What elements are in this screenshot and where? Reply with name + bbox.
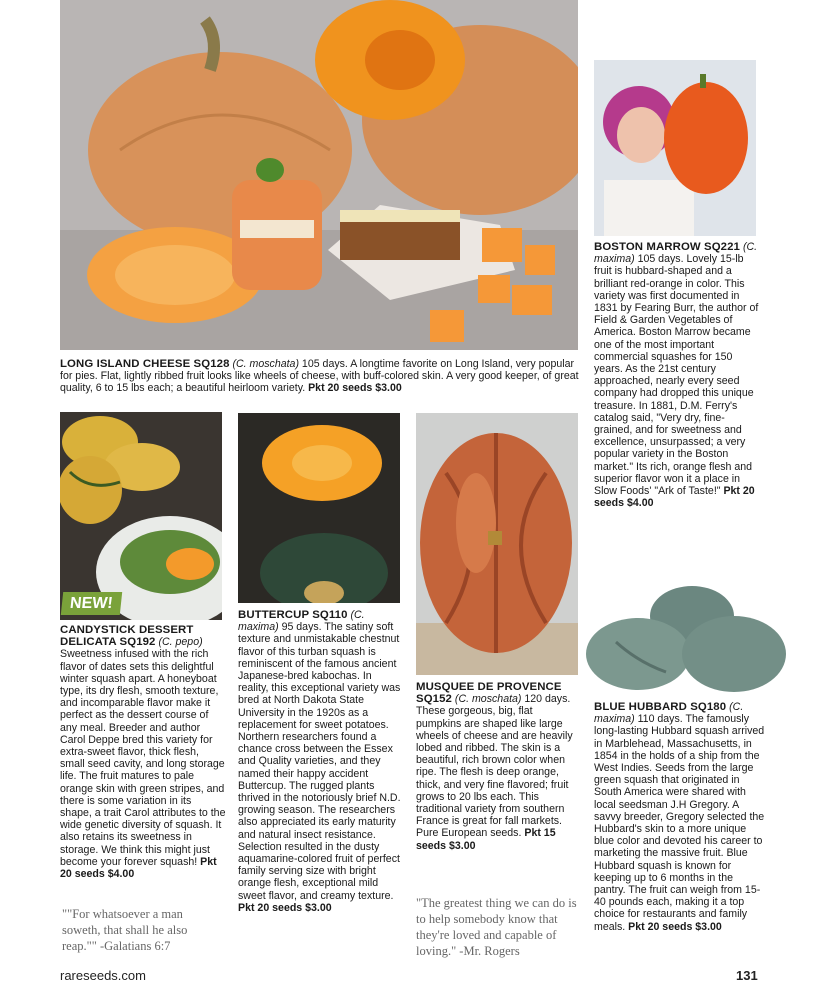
boston-marrow-latin: (C. maxima) [594,241,758,266]
long-island-cheese-latin: (C. moschata) [232,358,299,370]
long-island-cheese-description [60,358,580,395]
long-island-cheese-photo [60,0,578,350]
blue-hubbard-latin: (C. maxima) [594,701,744,726]
candystick-photo [60,412,222,620]
buttercup-description [238,609,402,914]
long-island-cheese-price: Pkt 20 seeds $3.00 [308,382,402,395]
candystick-title: CANDYSTICK DESSERT DELICATA SQ192 [60,624,194,649]
musquee-body: 120 days. These gorgeous, big, flat pumpkins are shaped like large wheels of cheese and are heavily lobed and ribbed. The skin is a beautiful, rich brown color when ripe. The flesh is deep orange, thick, and very fine flavored; fruit grows to 20 lbs each. This traditional variety from southern France is great for fall markets. Pure European seeds. [416,693,573,840]
blue-hubbard-body: 110 days. The famously long-lasting Hubbard squash arrived in Marblehead, Massachusetts, in 1854 in the holds of a ship from the West Indies. Seeds from the large green squash that originated in South America were shared with local seedsman J.H Gregory. A savvy breeder, Gregory selected the Hubbard's skin to a more unique blue color and devoted his career to marketing the massive fruit. Blue Hubbard squash is known for keeping up to 6 months in the pantry. The fruit can weigh from 15-40 pounds each, making it a top choice for restaurants and family meals. [594,713,765,933]
buttercup-photo [238,413,400,603]
boston-marrow-body: 105 days. Lovely 15-lb fruit is hubbard-shaped and a brilliant red-orange in color. This variety was first documented in 1831 by Fearing Burr, the author of Field & Garden Vegetables of America. Boston Marrow became one of the most important commercial squashes for 150 years. As the 21st century approached, nearly every seed company had dropped this unique treasure. In 1881, D.M. Ferry's catalog said, "Very dry, fine-grained, and for sweetness and excellence, unsurpassed; a very popular variety in the Boston market." Its rich, orange flesh and superior flavor won it a place in Slow Foods' "Ark of Taste!" [594,253,759,498]
footer-site: rareseeds.com [60,968,146,983]
musquee-price: Pkt 15 seeds $3.00 [416,827,556,852]
page-number: 131 [736,968,758,983]
musquee-description [416,681,580,852]
musquee-photo [416,413,578,675]
buttercup-price: Pkt 20 seeds $3.00 [238,901,332,914]
buttercup-title: BUTTERCUP SQ110 [238,609,348,621]
blue-hubbard-price: Pkt 20 seeds $3.00 [628,920,722,933]
boston-marrow-photo [594,60,756,236]
new-badge: NEW! [61,592,122,615]
candystick-description [60,624,226,880]
boston-marrow-description [594,241,760,509]
rogers-quote: "The greatest thing we can do is to help somebody know that they're loved and capable of loving." -Mr. Rogers [416,896,577,958]
candystick-body: Sweetness infused with the rich flavor of dates sets this delightful winter squash apart. A honeyboat type, its dry flesh, smooth texture, and incomparable flavor make it perfect as the dessert course of any meal. Breeder and author Carol Deppe bred this variety for extra-sweet flavor, thick flesh, small seed cavity, and long storage life. The fruit matures to pale orange skin with green stripes, and there is some variation in its shape, a trait Carol attributes to the wide genetic diversity of squash. It also retains its sweetness in storage. We think this might just become your forever squash! [60,648,226,868]
blue-hubbard-description [594,701,766,933]
blue-hubbard-photo [586,582,790,698]
boston-marrow-title: BOSTON MARROW SQ221 [594,241,740,253]
candystick-price: Pkt 20 seeds $4.00 [60,855,217,881]
buttercup-latin: (C. maxima) [238,609,365,634]
musquee-title: MUSQUEE DE PROVENCE SQ152 [416,681,562,706]
boston-marrow-price: Pkt 20 seeds $4.00 [594,485,755,510]
buttercup-body: 95 days. The satiny soft texture and unmistakable chestnut flavor of this turban squash is reminiscent of the famous ancient Japanese-bred kabochas. In reality, this exceptional variety was bred at North Dakota State University in the 1920s as a replacement for sweet potatoes. Northern researchers found a chance cross between the Essex and Quality varieties, and they named their happy accident Buttercup. The rugged plants thrived in the notoriously brief N.D. growing season. The researchers also appreciated its early maturity and natural insect resistance. Selection resulted in the dusty aquamarine-colored fruit of perfect family serving size with bright orange flesh, exceptional mild sweet flavor, and creamy texture. [238,621,401,902]
blue-hubbard-title: BLUE HUBBARD SQ180 [594,701,727,713]
long-island-cheese-body: 105 days. A longtime favorite on Long Island, very popular for pies. Flat, lightly ribbed fruit looks like wheels of cheese, with buff-colored skin. A very good keeper, of great quality, 6 to 15 lbs each; a beautiful heirloom variety. [60,358,579,395]
long-island-cheese-title: LONG ISLAND CHEESE SQ128 [60,358,230,370]
candystick-latin: (C. pepo) [158,636,203,649]
galatians-quote: ""For whatsoever a man soweth, that shall he also reap."" -Galatians 6:7 [62,907,188,953]
musquee-latin: (C. moschata) [454,693,522,706]
